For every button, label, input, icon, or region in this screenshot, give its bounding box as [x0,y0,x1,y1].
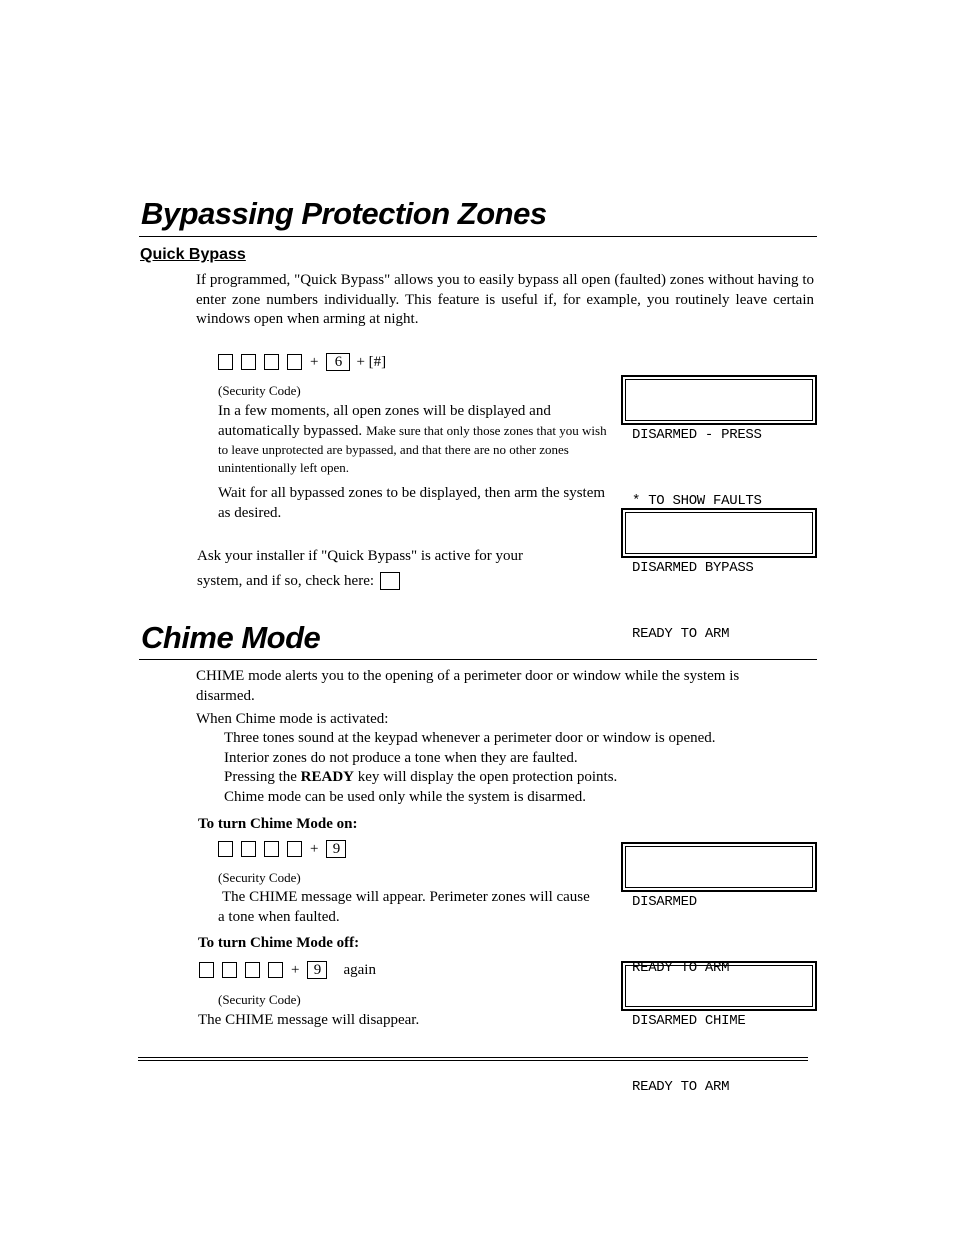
list-item: Chime mode can be used only while the system is disarmed. [224,788,587,805]
lcd-display-disarmed-ready [621,842,817,976]
list-item [224,768,824,788]
chime-when-activated: When Chime mode is activated: [196,711,389,727]
security-code-key-box [218,354,233,370]
bypass-section-title: Bypassing Protection Zones [141,196,547,231]
list-item: Three tones sound at the keypad whenever a perimeter door or window is opened. [224,730,716,746]
security-code-key-box [241,841,256,857]
key-nine: 9 [326,840,346,858]
plus-pound-key: + [#] [356,353,387,370]
chime-off-heading: To turn Chime Mode off: [198,935,360,951]
security-code-key-box [199,962,214,978]
security-code-key-box [287,841,302,857]
lcd-line-1: DISARMED - PRESS [632,427,762,443]
security-code-key-box [218,841,233,857]
quick-bypass-heading: Quick Bypass [140,246,246,263]
lcd-line-2: READY TO ARM [632,1079,730,1095]
ready-key-label: READY [300,769,355,785]
chime-bullet-list [224,729,824,807]
plus-sign: + [310,353,319,370]
lcd-line-2: * TO SHOW FAULTS [632,493,762,509]
lcd-line-2: READY TO ARM [632,626,730,642]
lcd-display-disarmed-bypass [621,508,817,642]
title-rule [139,236,817,237]
bypass-step-main: In a few moments, all open zones will be displayed and automatically bypassed. [218,403,551,439]
key-six: 6 [326,353,350,371]
security-code-key-box [264,841,279,857]
ask-line-1: Ask your installer if "Quick Bypass" is active for your [197,548,523,564]
footer-rule-bottom [138,1060,808,1061]
security-code-key-box [264,354,279,370]
quick-bypass-keystrokes [218,353,386,371]
security-code-key-box [222,962,237,978]
lcd-display-disarmed-press [621,375,817,509]
bypass-ask-installer [197,547,607,591]
security-code-key-box [287,354,302,370]
lcd-line-1: DISARMED CHIME [632,1013,746,1029]
quick-bypass-checkbox[interactable] [380,572,400,590]
bullet-text: key will display the open protection points. [357,769,618,785]
chime-intro: CHIME mode alerts you to the opening of a perimeter door or window while the system is disarmed. [196,668,740,704]
plus-sign: + [310,840,319,857]
lcd-line-1: DISARMED BYPASS [632,560,754,576]
chime-on-keystrokes [218,840,352,858]
chime-on-message: The CHIME message will appear. Perimeter zones will cause a tone when faulted. [218,889,590,925]
quick-bypass-intro: If programmed, "Quick Bypass" allows you to easily bypass all open (faulted) zones without having to enter zone numbers individually. This feature is useful if, for example, you routinely leave certain windows open when arming at night. [196,272,814,327]
ask-line-2: system, and if so, check here: [197,572,375,589]
footer-rule-top [138,1057,808,1058]
bypass-step-note: Make sure that only those zones that you wish to leave unprotected are bypassed, and that there are no other zones unintentionally left open. [218,422,607,475]
key-nine: 9 [307,961,327,979]
lcd-line-1: DISARMED [632,894,697,910]
title-rule [139,659,817,660]
security-code-key-box [245,962,260,978]
security-code-key-box [268,962,283,978]
chime-section-title: Chime Mode [141,620,321,655]
list-item: Interior zones do not produce a tone when they are faulted. [224,749,578,766]
security-code-caption: (Security Code) [218,870,301,885]
lcd-line-2: READY TO ARM [632,960,730,976]
bullet-text: Pressing the [224,769,297,785]
plus-sign: + [291,961,300,978]
security-code-caption: (Security Code) [218,383,301,398]
lcd-display-disarmed-chime [621,961,817,1095]
security-code-caption: (Security Code) [218,992,301,1007]
bypass-step-text [218,402,608,477]
chime-off-keystrokes [199,961,376,979]
chime-on-heading: To turn Chime Mode on: [198,816,358,832]
security-code-key-box [241,354,256,370]
chime-off-message: The CHIME message will disappear. [198,1012,420,1028]
again-label: again [343,961,376,978]
bypass-wait-text: Wait for all bypassed zones to be displayed, then arm the system as desired. [218,485,606,521]
